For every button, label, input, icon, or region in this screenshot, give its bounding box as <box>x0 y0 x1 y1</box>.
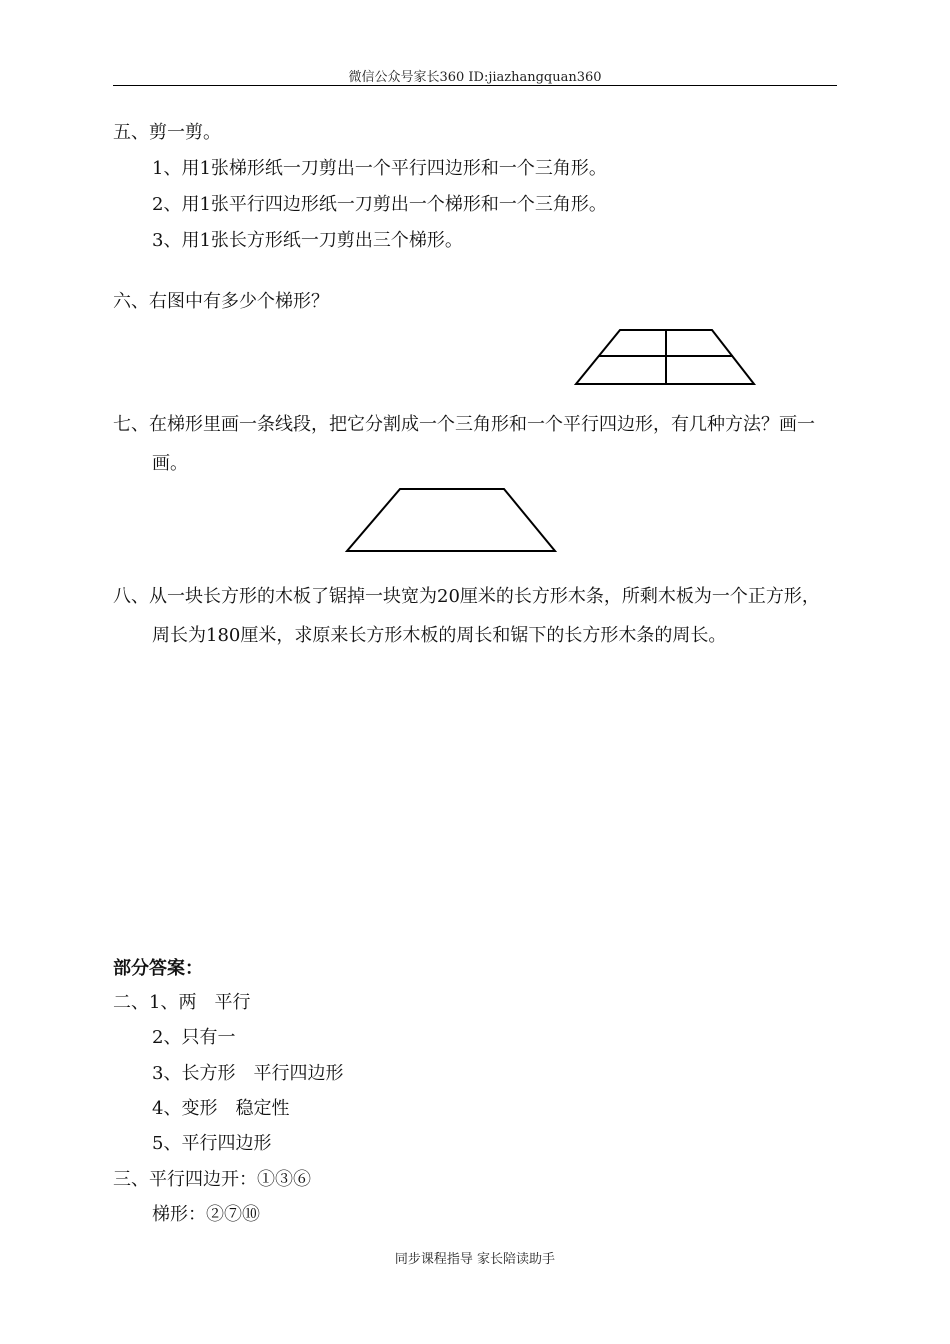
trapezoid-figure <box>340 484 564 556</box>
section-5-item-1: 1、用1张梯形纸一刀剪出一个平行四边形和一个三角形。 <box>152 158 607 179</box>
section-5-title: 五、剪一剪。 <box>113 122 221 143</box>
answer-line-5: 5、平行四边形 <box>152 1133 272 1154</box>
answer-line-6: 三、平行四边开：①③⑥ <box>113 1169 311 1190</box>
section-6-title: 六、右图中有多少个梯形？ <box>113 291 329 312</box>
section-7-line-2: 画。 <box>152 453 188 474</box>
page-header: 微信公众号家长360 ID:jiazhangquan360 <box>348 70 602 85</box>
answers-title: 部分答案： <box>113 958 203 979</box>
trapezoid-shape <box>347 489 555 551</box>
answer-line-3: 3、长方形 平行四边形 <box>152 1063 344 1084</box>
section-8-line-2: 周长为180厘米，求原来长方形木板的周长和锯下的长方形木条的周长。 <box>152 625 727 646</box>
section-5-item-2: 2、用1张平行四边形纸一刀剪出一个梯形和一个三角形。 <box>152 194 607 215</box>
header-divider <box>113 85 837 86</box>
answer-line-4: 4、变形 稳定性 <box>152 1098 290 1119</box>
answer-line-2: 2、只有一 <box>152 1027 236 1048</box>
trapezoid-grid-figure <box>570 326 760 388</box>
page-footer: 同步课程指导 家长陪读助手 <box>394 1252 556 1267</box>
answer-line-1: 二、1、两 平行 <box>113 992 251 1013</box>
section-7-line-1: 七、在梯形里画一条线段，把它分割成一个三角形和一个平行四边形，有几种方法？画一 <box>113 414 815 435</box>
section-8-line-1: 八、从一块长方形的木板了锯掉一块宽为20厘米的长方形木条，所剩木板为一个正方形， <box>113 586 820 607</box>
answer-line-7: 梯形：②⑦⑩ <box>152 1204 260 1225</box>
section-5-item-3: 3、用1张长方形纸一刀剪出三个梯形。 <box>152 230 463 251</box>
